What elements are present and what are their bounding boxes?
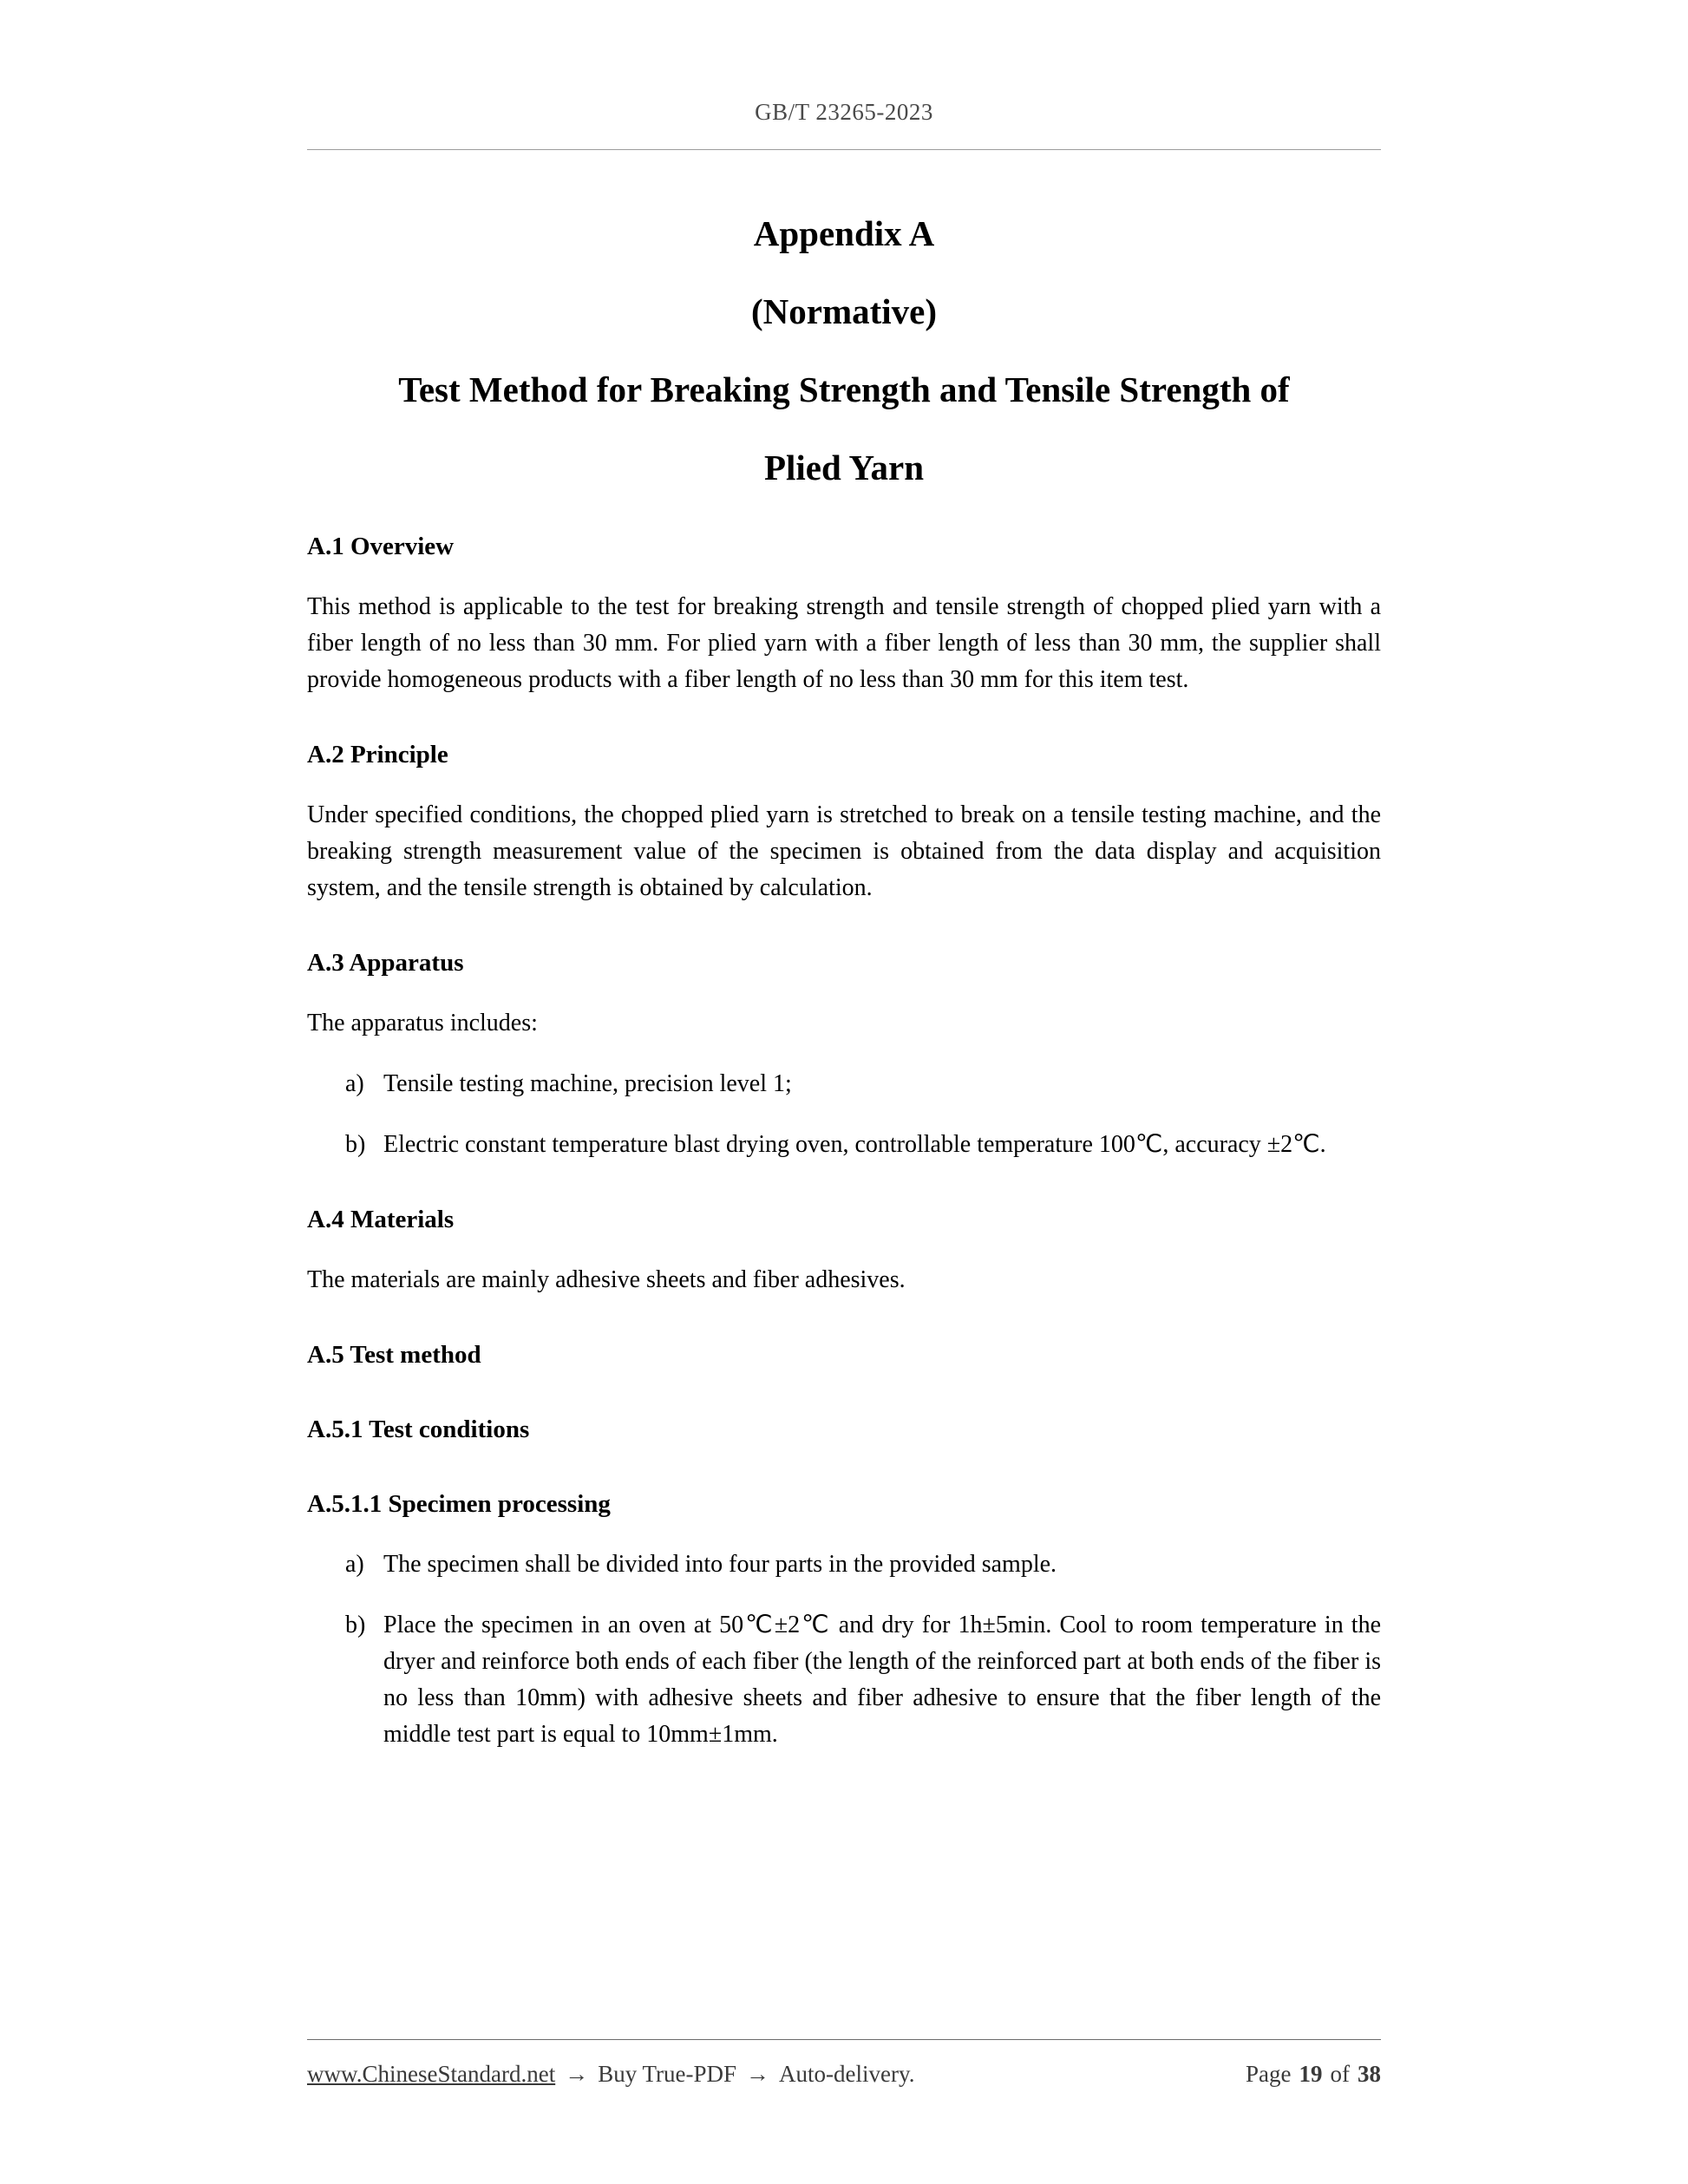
page-indicator [1246, 2059, 1381, 2089]
page-label: Page [1246, 2061, 1292, 2087]
section-heading-a511: A.5.1.1 Specimen processing [307, 1490, 611, 1518]
doc-title-line-2: Plied Yarn [763, 448, 925, 487]
list-item-a511-a [345, 1546, 1381, 1583]
footer-source [307, 2059, 914, 2089]
list-item-a3-a [345, 1066, 1381, 1102]
list-marker: b) [345, 1131, 366, 1158]
list-item-text: The specimen shall be divided into four parts in the provided sample. [383, 1551, 1057, 1578]
paragraph-a3-intro: The apparatus includes: [307, 1010, 538, 1036]
section-heading-a3: A.3 Apparatus [307, 949, 464, 977]
page-total: 38 [1358, 2061, 1381, 2087]
list-marker: a) [345, 1551, 364, 1578]
page-current: 19 [1299, 2061, 1323, 2087]
title-block [307, 211, 1381, 490]
footer-delivery-label: Auto-delivery. [779, 2061, 915, 2087]
list-item-text: Place the specimen in an oven at 50℃±2℃ and dry for 1h±5min. Cool to room temperature in the dryer and reinforce both ends of each fiber (the length of the reinforced part at both ends of the fiber is no less than 10mm) with adhesive sheets and fiber adhesive to ensure that the fiber length of the middle test part is equal to 10mm±1mm. [383, 1612, 1381, 1748]
footer-divider [307, 2039, 1381, 2040]
list-marker: a) [345, 1070, 364, 1097]
list-item-text: Tensile testing machine, precision level 1; [383, 1070, 792, 1097]
section-heading-a4: A.4 Materials [307, 1206, 455, 1233]
header-divider [307, 149, 1381, 150]
paragraph-a1: This method is applicable to the test for breaking strength and tensile strength of chopped plied yarn with a fiber length of no less than 30 mm. For plied yarn with a fiber length of less than 30 mm, the supplier shall provide homogeneous products with a fiber length of no less than 30 mm for this item test. [307, 593, 1381, 693]
paragraph-a4: The materials are mainly adhesive sheets and fiber adhesives. [307, 1266, 906, 1293]
footer-buy-label: Buy True-PDF [598, 2061, 737, 2087]
section-heading-a51: A.5.1 Test conditions [307, 1416, 530, 1443]
list-item-text: Electric constant temperature blast drying oven, controllable temperature 100℃, accuracy ±2℃. [383, 1131, 1326, 1158]
doc-title-line-1: Test Method for Breaking Strength and Tensile Strength of [398, 369, 1290, 409]
section-heading-a1: A.1 Overview [307, 533, 455, 560]
section-heading-a2: A.2 Principle [307, 741, 448, 768]
section-heading-a5: A.5 Test method [307, 1341, 481, 1369]
footer-row [307, 2059, 1381, 2089]
normative-label: (Normative) [750, 291, 937, 331]
footer-website-link[interactable]: www.ChineseStandard.net [307, 2061, 556, 2087]
arrow-right-icon: → [565, 2061, 589, 2087]
list-item-a3-b [345, 1127, 1381, 1163]
standard-number-header: GB/T 23265-2023 [755, 99, 933, 125]
arrow-right-icon: → [746, 2061, 770, 2087]
page-of-label: of [1330, 2061, 1350, 2087]
paragraph-a2: Under specified conditions, the chopped plied yarn is stretched to break on a tensile testing machine, and the breaking strength measurement value of the specimen is obtained from the data display and acquisition system, and the tensile strength is obtained by calculation. [307, 801, 1381, 901]
footer [307, 2039, 1381, 2089]
appendix-title: Appendix A [753, 213, 935, 253]
list-marker: b) [345, 1612, 366, 1638]
list-item-a511-b [345, 1607, 1381, 1753]
